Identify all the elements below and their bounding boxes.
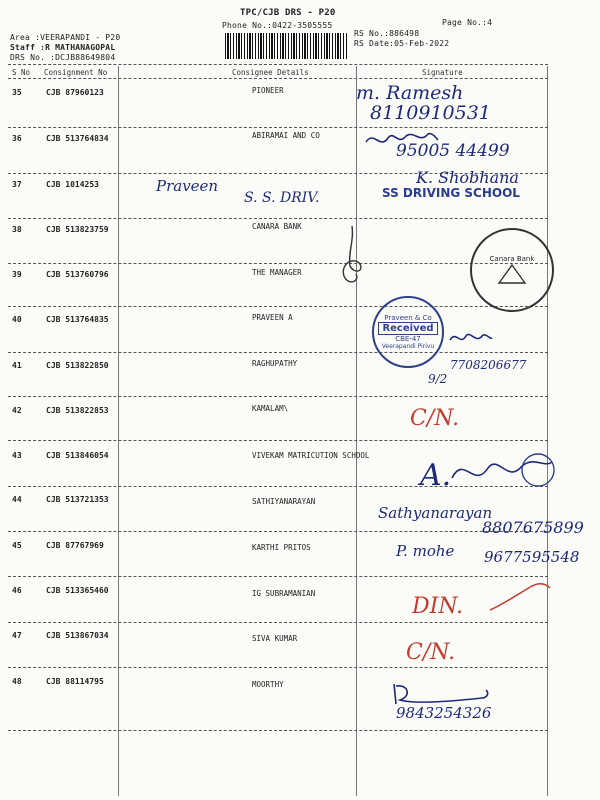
rs-date: RS Date:05-Feb-2022 [354, 39, 450, 48]
row-consignee: SIVA KUMAR [252, 634, 298, 643]
row-consignee: RAGHUPATHY [252, 359, 298, 368]
rule [8, 622, 548, 623]
signature-48-phone: 9843254326 [396, 704, 492, 722]
signature-46: DIN. [412, 594, 464, 619]
praveen-stamp-top: Praveen & Co [384, 314, 432, 322]
row-sno: 42 [12, 406, 22, 415]
row-consignment: CJB 513823759 [46, 225, 109, 234]
row-sno: 40 [12, 315, 22, 324]
phone-number: Phone No.:0422-3505555 [222, 21, 333, 30]
barcode-image [225, 33, 347, 59]
drs-title: TPC/CJB DRS - P20 [240, 8, 336, 18]
signature-35-phone: 8110910531 [370, 102, 491, 124]
row-consignment: CJB 513764834 [46, 134, 109, 143]
rule [8, 78, 548, 79]
col-signature: Signature [422, 68, 463, 77]
rule [8, 531, 548, 532]
signature-41-phone: 7708206677 [450, 358, 527, 372]
row-consignee: THE MANAGER [252, 268, 302, 277]
signature-45-name: P. mohe [396, 542, 455, 560]
handwriting-37-praveen: Praveen [156, 177, 219, 195]
row-consignment: CJB 1014253 [46, 180, 99, 189]
col-consignee: Consignee Details [232, 68, 309, 77]
col-consignment: Consignment No [44, 68, 108, 77]
row-consignee: ABIRAMAI AND CO [252, 131, 320, 140]
row-consignee: CANARA BANK [252, 222, 302, 231]
row-consignee: MOORTHY [252, 680, 284, 689]
row-consignee: PRAVEEN A [252, 313, 293, 322]
row-sno: 44 [12, 495, 22, 504]
signature-44-name: Sathyanarayan [378, 504, 493, 522]
rule [8, 64, 548, 65]
canara-bank-stamp [470, 228, 554, 312]
row-consignment: CJB 87960123 [46, 88, 104, 97]
row-consignment: CJB 87767969 [46, 541, 104, 550]
rule [8, 352, 548, 353]
row-consignee: VIVEKAM MATRICUTION SCHOOL [252, 451, 370, 460]
signature-36-phone: 95005 44499 [396, 141, 510, 161]
rs-number: RS No.:886498 [354, 29, 420, 38]
signature-41-date: 9/2 [428, 372, 448, 386]
area-label: Area :VEERAPANDI - P20 [10, 33, 121, 42]
row-sno: 47 [12, 631, 22, 640]
rule [8, 218, 548, 219]
row-sno: 45 [12, 541, 22, 550]
row-sno: 39 [12, 270, 22, 279]
row-consignment: CJB 88114795 [46, 677, 104, 686]
row-consignment: CJB 513365460 [46, 586, 109, 595]
signature-44-phone: 8807675899 [482, 518, 584, 537]
row-consignee: KARTHI PRITOS [252, 543, 311, 552]
column-divider [547, 66, 548, 796]
signature-43-scribble [448, 448, 558, 494]
praveen-stamp-code: CBE-47 [395, 335, 421, 343]
drs-number: DRS No. :DCJB88649804 [10, 53, 116, 62]
row-consignee: IG SUBRAMANIAN [252, 589, 316, 598]
ss-driving-school-stamp: SS DRIVING SCHOOL [382, 186, 520, 200]
rule [8, 306, 548, 307]
staff-label: Staff :R MATHANAGOPAL [10, 43, 116, 52]
praveen-stamp-bottom: Veerapandi Pirivu [381, 343, 435, 350]
signature-45-phone: 9677595548 [484, 548, 580, 566]
row-consignment: CJB 513764835 [46, 315, 109, 324]
rule [8, 396, 548, 397]
column-divider [356, 66, 357, 796]
handwriting-37-driv: S. S. DRIV. [244, 190, 320, 206]
row-consignee: SATHIYANARAYAN [252, 497, 316, 506]
praveen-stamp-received: Received [378, 322, 437, 335]
row-consignee: KAMALAM\ [252, 404, 289, 413]
signature-47: C/N. [406, 640, 456, 665]
signature-40 [446, 328, 496, 348]
praveen-co-stamp [372, 296, 444, 368]
row-consignment: CJB 513822853 [46, 406, 109, 415]
row-consignment: CJB 513846054 [46, 451, 109, 460]
triangle-emblem-icon [497, 263, 527, 285]
col-sno: S No [12, 68, 31, 77]
row-sno: 48 [12, 677, 22, 686]
row-sno: 41 [12, 361, 22, 370]
signature-42: C/N. [410, 406, 460, 431]
signature-38-39-flourish [330, 222, 370, 312]
row-sno: 37 [12, 180, 22, 189]
rule [8, 440, 548, 441]
row-sno: 38 [12, 225, 22, 234]
signature-37: K. Shobhana [416, 168, 519, 187]
rule [8, 127, 548, 128]
row-consignment: CJB 513867034 [46, 631, 109, 640]
row-consignment: CJB 513760796 [46, 270, 109, 279]
signature-43: A. [420, 458, 452, 493]
row-consignment: CJB 513721353 [46, 495, 109, 504]
row-sno: 46 [12, 586, 22, 595]
page-number: Page No.:4 [442, 18, 493, 27]
rule [8, 263, 548, 264]
canara-stamp-text: Canara Bank [489, 255, 535, 263]
rule [8, 576, 548, 577]
row-sno: 43 [12, 451, 22, 460]
rule [8, 730, 548, 731]
signature-46-stroke [484, 580, 554, 616]
row-sno: 36 [12, 134, 22, 143]
rule [8, 667, 548, 668]
row-sno: 35 [12, 88, 22, 97]
signature-35-name: m. Ramesh [356, 82, 464, 104]
column-divider [118, 66, 119, 796]
row-consignment: CJB 513822850 [46, 361, 109, 370]
row-consignee: PIONEER [252, 86, 284, 95]
